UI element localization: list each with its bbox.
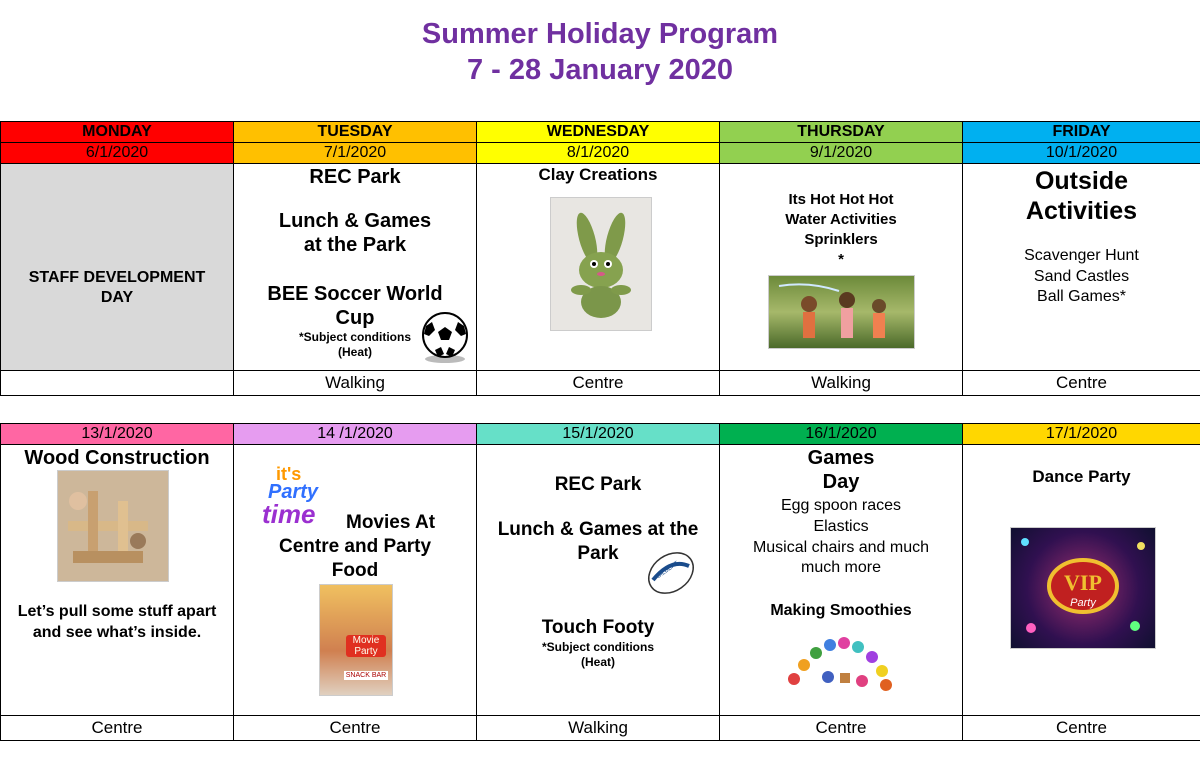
date-cell: 16/1/2020 (720, 424, 963, 445)
activity-line: Let’s pull some stuff apart (17, 603, 217, 620)
location-cell: Centre (1, 716, 234, 741)
activity-line: Food (331, 560, 379, 581)
location-cell: Walking (720, 371, 963, 396)
poster-text: SNACK BAR (345, 672, 387, 679)
conditions-note: *Subject conditions (298, 330, 411, 344)
activity-cell-monday (1, 164, 234, 371)
activity-cell-thursday (720, 164, 963, 371)
activity-line: and see what’s inside. (32, 624, 202, 641)
conditions-note: (Heat) (337, 345, 372, 359)
clay-bunny-photo (550, 197, 652, 331)
program-dates: 7 - 28 January 2020 (466, 54, 733, 86)
date-cell: 8/1/2020 (477, 143, 720, 164)
sign-text: VIP (1064, 570, 1102, 595)
date-cell: 9/1/2020 (720, 143, 963, 164)
activity-title: Wood Construction (24, 447, 210, 469)
staff-day-line1: STAFF DEVELOPMENT (28, 269, 206, 286)
clay-bunny-icon (551, 198, 651, 330)
location-cell: Walking (234, 371, 477, 396)
day-tuesday: TUESDAY (234, 122, 477, 143)
location-cell: Walking (477, 716, 720, 741)
children-playing-icon (769, 276, 914, 348)
vip-party-sign-icon (1011, 528, 1155, 648)
activity-line: Lunch & Games at the (497, 519, 699, 540)
activity-line: * (838, 251, 844, 268)
location-cell: Centre (963, 371, 1200, 396)
activity-title: Clay Creations (538, 165, 658, 184)
activity-title: Dance Party (1032, 467, 1131, 486)
sign-text: Party (1070, 597, 1096, 609)
date-cell: 14 /1/2020 (234, 424, 477, 445)
wood-blocks-icon (58, 471, 168, 581)
activity-line: Elastics (813, 518, 869, 535)
soccer-ball-icon (420, 312, 470, 364)
location-cell: Centre (234, 716, 477, 741)
activity-line: much more (800, 559, 882, 576)
activity-line: Touch Footy (541, 617, 655, 638)
activity-line: Scavenger Hunt (1024, 247, 1139, 264)
poster-text: Movie (352, 635, 380, 646)
logo-text: time (262, 499, 316, 529)
activity-line: Sand Castles (1033, 268, 1130, 285)
day-monday: MONDAY (1, 122, 234, 143)
activity-line: Cup (335, 307, 375, 329)
movie-party-poster (319, 584, 393, 696)
location-cell: Centre (477, 371, 720, 396)
smoothie-figures-icon (782, 627, 898, 697)
wood-construction-photo (57, 470, 169, 582)
day-wednesday: WEDNESDAY (477, 122, 720, 143)
date-cell: 10/1/2020 (963, 143, 1200, 164)
activity-line: Sprinklers (804, 231, 878, 248)
activity-cell-monday (1, 445, 234, 716)
location-cell: Centre (720, 716, 963, 741)
program-title: Summer Holiday Program (421, 18, 779, 50)
staff-day-line2: DAY (100, 289, 134, 306)
activity-line: BEE Soccer World (267, 283, 443, 305)
activity-title: Activities (1025, 197, 1138, 225)
activity-cell-friday (963, 445, 1200, 716)
date-cell: 17/1/2020 (963, 424, 1200, 445)
vip-party-photo (1010, 527, 1156, 649)
activity-line: Making Smoothies (770, 602, 912, 619)
date-cell: 7/1/2020 (234, 143, 477, 164)
location-cell: Centre (963, 716, 1200, 741)
day-thursday: THURSDAY (720, 122, 963, 143)
date-cell: 15/1/2020 (477, 424, 720, 445)
activity-line: Park (577, 543, 619, 564)
activity-title: REC Park (309, 166, 401, 188)
activity-line: Lunch & Games (278, 210, 432, 232)
rugby-ball-icon (643, 546, 699, 600)
week2-table (0, 423, 1200, 741)
activity-cell-thursday (720, 445, 963, 716)
activity-title: Games (807, 447, 875, 469)
activity-cell-tuesday (234, 164, 477, 371)
activity-title: Day (822, 471, 860, 493)
poster-text: Party (354, 646, 378, 657)
sprinkler-photo (768, 275, 915, 349)
activity-line: Centre and Party (278, 536, 432, 557)
activity-title: Outside (1034, 167, 1129, 195)
activity-cell-friday (963, 164, 1200, 371)
activity-cell-tuesday (234, 445, 477, 716)
logo-text: Party (268, 481, 319, 503)
date-cell: 6/1/2020 (1, 143, 234, 164)
week1-table (0, 121, 1200, 396)
conditions-note: *Subject conditions (541, 640, 654, 654)
activity-title: REC Park (554, 474, 642, 495)
activity-cell-wednesday (477, 445, 720, 716)
activity-line: Movies At (346, 512, 436, 533)
logo-text: it's (276, 464, 302, 484)
date-cell: 13/1/2020 (1, 424, 234, 445)
activity-line: Musical chairs and much (752, 539, 930, 556)
day-friday: FRIDAY (963, 122, 1200, 143)
activity-line: Water Activities (785, 211, 897, 228)
ball-brand-text: GILBERT (655, 560, 680, 581)
conditions-note: (Heat) (580, 655, 615, 669)
party-time-logo (262, 465, 342, 529)
activity-line: at the Park (303, 234, 407, 256)
activity-line: Ball Games* (1037, 288, 1126, 305)
activity-line: Its Hot Hot Hot (788, 191, 894, 208)
activity-line: Egg spoon races (780, 497, 902, 514)
activity-cell-wednesday (477, 164, 720, 371)
location-cell (1, 371, 234, 396)
